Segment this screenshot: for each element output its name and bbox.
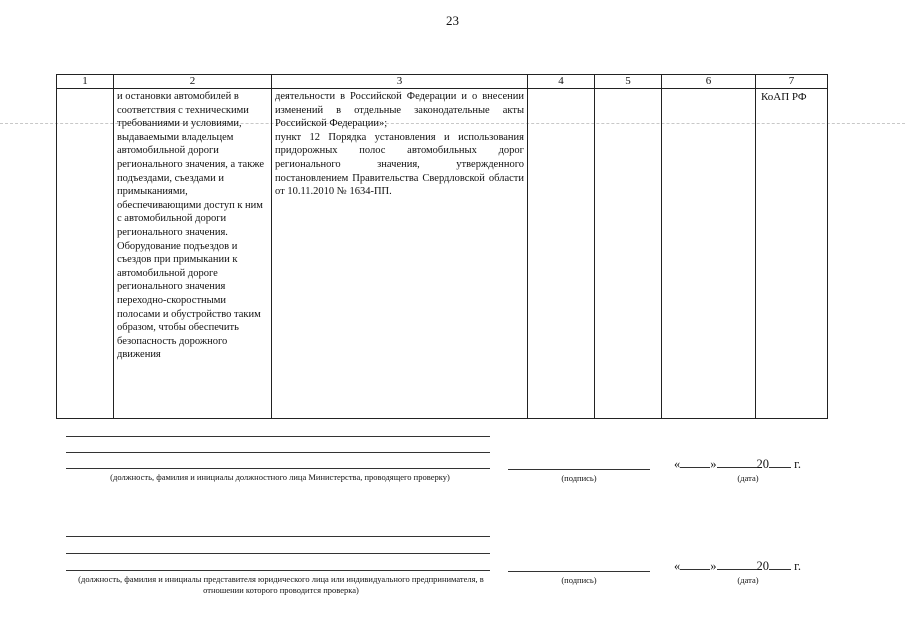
column-header-5: 5 <box>595 75 662 89</box>
cell-liability-code: КоАП РФ <box>756 89 828 419</box>
page-number: 23 <box>446 13 459 28</box>
rep-name-line-2 <box>66 553 490 554</box>
representative-date-caption: (дата) <box>737 575 759 585</box>
ministry-signature-caption: (подпись) <box>561 473 597 483</box>
cell-col5 <box>595 89 662 419</box>
column-header-2: 2 <box>114 75 272 89</box>
representative-signature-line <box>508 571 650 572</box>
name-line-1 <box>66 436 490 437</box>
column-header-7: 7 <box>756 75 828 89</box>
table-row <box>57 89 828 419</box>
cell-col4 <box>528 89 595 419</box>
name-line-3 <box>66 468 490 469</box>
cell-legal-basis <box>272 89 528 419</box>
column-header-6: 6 <box>662 75 756 89</box>
column-header-3: 3 <box>272 75 528 89</box>
rep-name-line-3 <box>66 570 490 571</box>
legal-basis-text: деятельности в Российской Федерации и о внесении изменений в отдельные законодательные акты Российской Федерации»; пункт 12 Порядка установления и использования придорожных полос автомобильных дорог регионального значения, утвержденного постановлением Правительства Свердловской области от 10.11.2010 № 1634-ПП. <box>275 91 524 198</box>
column-header-1: 1 <box>57 75 114 89</box>
cell-requirement-text: и остановки автомобилей в соответствия с техническими требованиями и условиями, выдаваемыми владельцем автомобильной дороги регионального значения, а также подъездами, съездами и примыканиями, обеспечивающими доступ к ним с автомобильной дороги регионального значения. Оборудование подъездов и съездов при примыкании к автомобильной дороге регионального значения переходно-скоростными полосами и обустройство таким образом, чтобы обеспечить безопасность дорожного движения <box>114 89 272 419</box>
ministry-date-caption: (дата) <box>737 473 759 483</box>
representative-caption: (должность, фамилия и инициалы представителя юридического лица или индивидуального предпринимателя, в отношении которого проводится проверка) <box>78 574 484 595</box>
table-header-row <box>57 75 828 89</box>
column-header-4: 4 <box>528 75 595 89</box>
cell-col1 <box>57 89 114 419</box>
ministry-date-field: « » 20 г. <box>674 457 801 471</box>
name-line-2 <box>66 452 490 453</box>
cell-col6 <box>662 89 756 419</box>
requirements-table <box>56 74 828 419</box>
representative-date-field: « » 20 г. <box>674 559 801 573</box>
ministry-official-caption: (должность, фамилия и инициалы должностного лица Министерства, проводящего проверку) <box>110 472 450 482</box>
representative-signature-caption: (подпись) <box>561 575 597 585</box>
rep-name-line-1 <box>66 536 490 537</box>
ministry-signature-line <box>508 469 650 470</box>
